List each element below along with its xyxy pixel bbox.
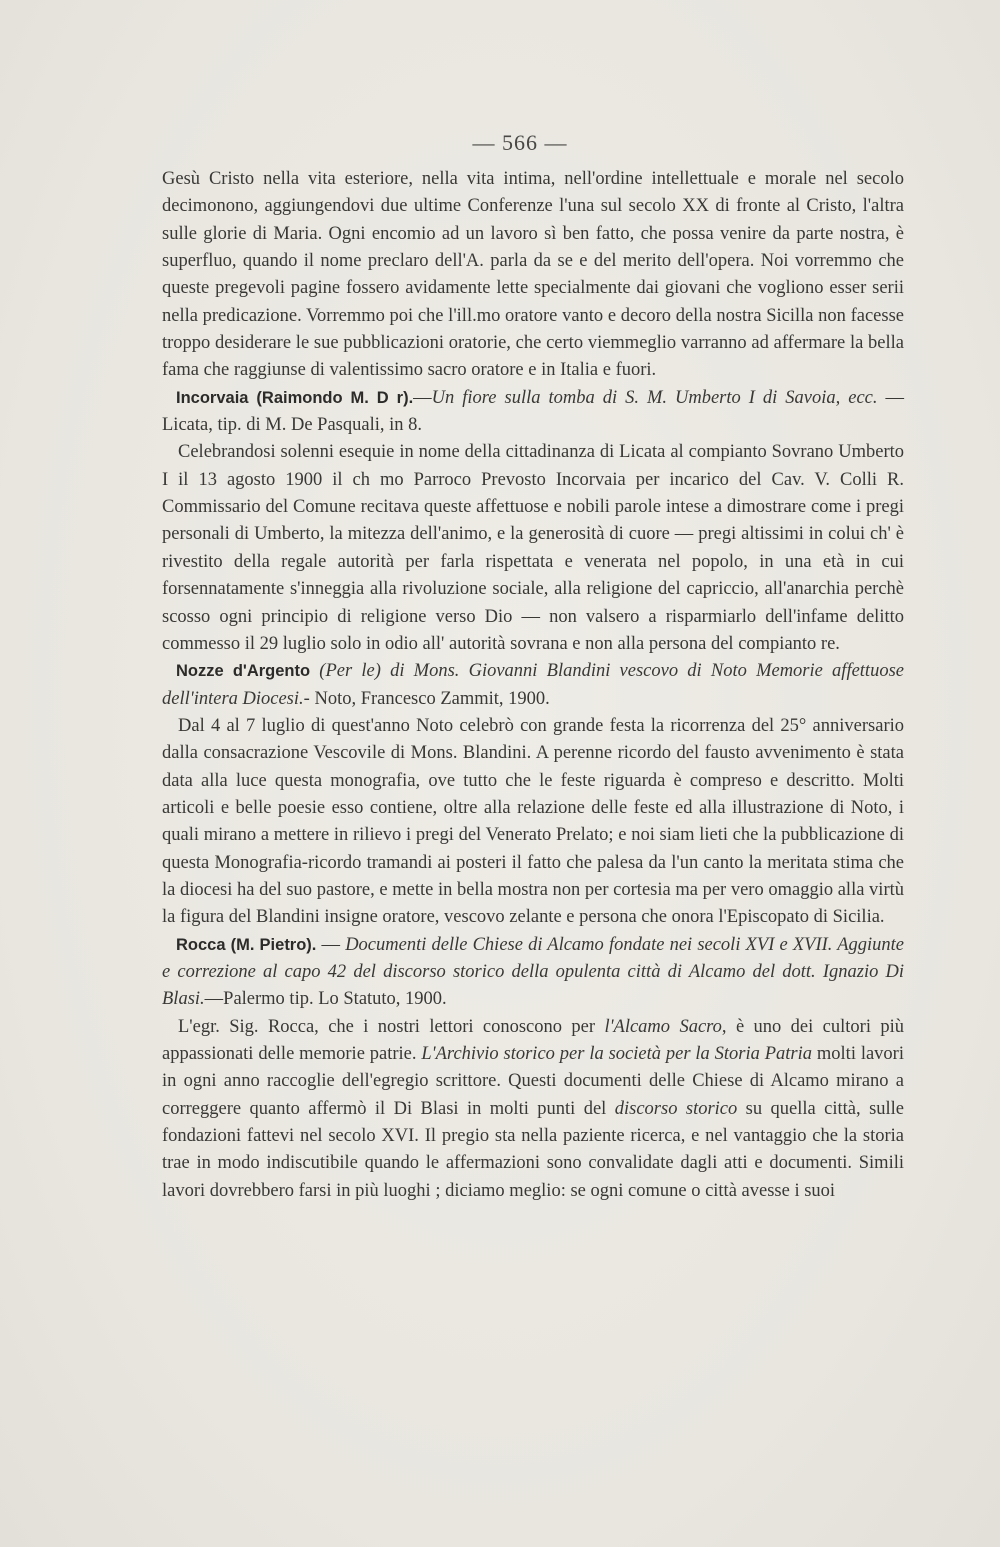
- entry-author: Incorvaia (Raimondo M. D r).: [176, 388, 414, 407]
- entry-imprint: Licata, tip. di M. De Pasquali, in 8.: [162, 415, 422, 436]
- review-text: L'egr. Sig. Rocca, che i nostri lettori conoscono per: [178, 1016, 605, 1037]
- page-number: — 566 —: [472, 130, 568, 155]
- bibliography-entry-nozze: Nozze d'Argento (Per le) di Mons. Giovanni Blandini vescovo di Noto Memorie affettuose dell'intera Diocesi.- Noto, Francesco Zammit, 1900.: [162, 661, 904, 709]
- entry-review: [162, 1014, 904, 1205]
- entry-imprint: Palermo tip. Lo Statuto, 1900.: [223, 989, 447, 1010]
- bibliography-entry-incorvaia: Incorvaia (Raimondo M. D r).—Un fiore sulla tomba di S. M. Umberto I di Savoia, ecc. — Licata, tip. di M. De Pasquali, in 8.: [162, 387, 904, 436]
- entry-title: Un fiore sulla tomba di S. M. Umberto I di Savoia, ecc.: [431, 387, 878, 408]
- review-text: molti lavori in ogni anno raccoglie dell'egregio scrittore. Questi documenti delle Chiese di Alcamo mirano a correggere quanto affermò il Di Blasi in molti punti del: [162, 1044, 904, 1119]
- entry-title: (Per le) di Mons. Giovanni Blandini vescovo di Noto Memorie affettuose dell'intera Diocesi.: [162, 661, 904, 709]
- entry-title: Documenti delle Chiese di Alcamo fondate nei secoli XVI e XVII. Aggiunte e correzione al capo 42 del discorso storico della opulenta città di Alcamo del dott. Ignazio Di Blasi.: [162, 934, 905, 1010]
- page-body: [162, 166, 904, 1205]
- entry-author: Rocca (M. Pietro).: [176, 935, 317, 954]
- entry-author: Nozze d'Argento: [176, 662, 311, 681]
- bibliography-entry-rocca: Rocca (M. Pietro). — Documenti delle Chiese di Alcamo fondate nei secoli XVI e XVII. Aggiunte e correzione al capo 42 del discorso storico della opulenta città di Alcamo del dott. Ignazio Di Blasi.—Palermo tip. Lo Statuto, 1900.: [162, 934, 905, 1010]
- cited-work-title: l'Alcamo Sacro: [604, 1016, 722, 1037]
- continuation-paragraph: Gesù Cristo nella vita esteriore, nella vita intima, nell'ordine intellettuale e morale nel secolo decimonono, aggiungendovi due ultime Conferenze l'una sul secolo XX di fronte al Cristo, l'altra sulle glorie di Maria. Ogni encomio ad un lavoro sì ben fatto, che possa venire da parte nostra, è superfluo, quando il nome preclaro dell'A. parla da se e del merito dell'opera. Noi vorremmo che queste pregevoli pagine fossero avidamente lette specialmente dai giovani che vogliono esser serii nella predicazione. Vorremmo poi che l'ill.mo oratore vanto e decoro della nostra Sicilla non facesse troppo desiderare le sue pubblicazioni oratorie, che certo viemmeglio varranno ad affermare la bella fama che raggiunse di valentissimo sacro oratore e in Italia e fuori.: [162, 169, 904, 381]
- review-text: , è uno dei cultori più appassionati delle memorie patrie.: [162, 1016, 905, 1064]
- cited-work-title: L'Archivio storico per la società per la Storia Patria: [421, 1044, 813, 1064]
- cited-work-title: discorso storico: [614, 1098, 738, 1119]
- review-text: su quella città, sulle fondazioni fattevi nel secolo XVI. Il pregio sta nella paziente ricerca, e nel vantaggio che la storia trae in modo indiscutibile quando le affermazioni sono convalidate dagli atti e documenti. Simili lavori dovrebbero farsi in più luoghi ; diciamo meglio: se ogni comune o città avesse i suoi: [162, 1098, 905, 1201]
- entry-review: Dal 4 al 7 luglio di quest'anno Noto celebrò con grande festa la ricorrenza del 25° anniversario dalla consacrazione Vescovile di Mons. Blandini. A perenne ricordo del fausto avvenimento è stata data alla luce questa monografia, ove tutto che le feste riguarda è compreso e descritto. Molti articoli e belle poesie esso contiene, oltre alla relazione delle feste ed alla illustrazione di Noto, i quali mirano a mettere in rilievo i pregi del Venerato Prelato; e noi siam lieti che la pubblicazione di questa Monografia-ricordo tramandi ai posteri il fatto che palesa da l'un canto la meritata stima che la diocesi ha del suo pastore, e mette in bella mostra non per cortesia ma per vero omaggio alla virtù la figura del Blandini insigne oratore, vescovo zelante e persona che onora l'Episcopato di Sicilia.: [162, 715, 904, 928]
- entry-review: Celebrandosi solenni esequie in nome della cittadinanza di Licata al compianto Sovrano Umberto I il 13 agosto 1900 il ch mo Parroco Prevosto Incorvaia per incarico del Cav. V. Colli R. Commissario del Comune recitava queste affettuose e nobili parole intese a dimostrare come i pregi personali di Umberto, la mitezza dell'animo, e la generosità di cuore — pregi altissimi in colui ch' è rivestito della regale autorità per farla rispettata e venerata nel popolo, in una età in cui forsennatamente s'inneggia alla rivoluzione sociale, alla religione del capriccio, all'anarchia perchè scosso ogni principio di religione verso Dio — non valsero a risparmiarlo dell'infame delitto commesso il 29 luglio solo in odio all' autorità sovrana e non alla persona del compianto re.: [162, 442, 904, 654]
- entry-imprint: Noto, Francesco Zammit, 1900.: [314, 688, 550, 709]
